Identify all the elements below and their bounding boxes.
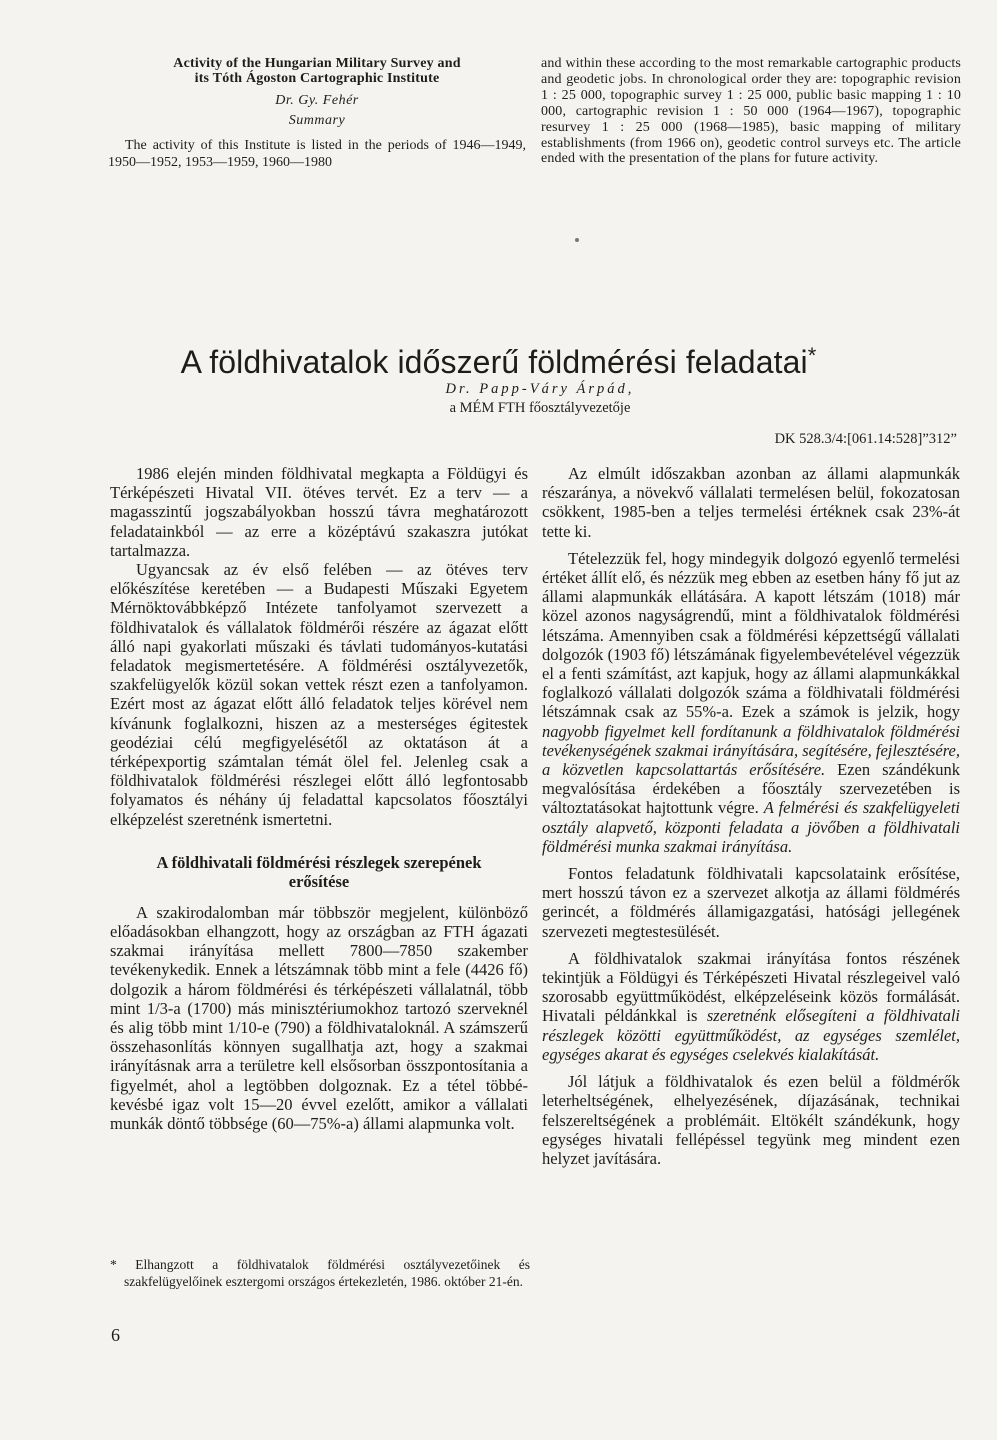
right-column — [542, 464, 960, 1168]
text-run: Tételezzük fel, hogy mindegyik dolgozó egyenlő termelési értéket állít elő, és nézzük meg ebben az esetben hány fő jut az állami alapmunkák ellátására. A kapott létszám (1018) már közel azonos nagyságrendű, mint a földhivatalok földmérési létszáma. Amennyiben csak a földmérési képzettségű vállalati dolgozók (1903 fő) létszámának figyelembevételével végezzük el a fenti számítást, azt kapjuk, hogy az állami alapmunkákkal foglalkozó vállalati dolgozók száma a földhivatali földmérési létszámnak csak az 55%-a. Ezek a számok is jelzik, hogy — [542, 548, 960, 722]
text-run: Ezen szándékunk megvalósítása érdekében a főosztály szervezetében is változtatásokat hajtottunk végre. — [542, 760, 960, 818]
left-column — [110, 464, 528, 1133]
article-title-text: A földhivatalok időszerű földmérési feladatai — [180, 344, 808, 380]
emphasis: szeretnénk elősegíteni a földhivatali részlegek közötti együttműködést, az egységes szemlélet, egységes akarat és egységes cselekvés kialakítását. — [542, 1006, 961, 1064]
byline — [410, 380, 670, 418]
paragraph: Fontos feladatunk földhivatali kapcsolataink erősítése, mert hosszú távon ez a szervezet alkotja az állami földmérés gerincét, a földmérés államigazgatási, hatósági jellegének szervezeti megtestesülését. — [542, 864, 960, 941]
paragraph: Ugyancsak az év első felében — az ötéves terv előkészítése keretében — a Budapesti Műszaki Egyetem Mérnöktovábbképző Intézete tanfolyamot szervezett a földhivatalok és vállalatok földmérői részére az ágazat előtt álló napi gyakorlati műszaki és távlati tudományos-kutatási feladatok megismertetésére. A földmérési osztályvezetők, szakfelügyelők közül sokan vettek részt ezen a tanfolyamon. Ezért most az ágazat előtt álló feladatok teljes körével nem kívánunk foglalkozni, hiszen az a mesterséges égitestek geodéziai célú megfigyelésétől az oktatáson át a térképexportig számtalan témát ölel fel. Jelenleg csak a földhivatalok földmérési részlegei előtt álló legfontosabb folyamatos és néhány új feladattal kapcsolatos főosztályi elképzelést szeretnénk ismertetni. — [110, 560, 528, 829]
print-speck — [575, 238, 579, 242]
paragraph — [542, 949, 960, 1064]
author-name: Dr. Papp-Váry Árpád, — [445, 381, 635, 397]
paragraph: Az elmúlt időszakban azonban az állami alapmunkák részaránya, a növekvő vállalati termelésen belül, fokozatosan csökkent, 1985-ben a teljes termelési értéknek csak 23%-át tette ki. — [542, 464, 960, 541]
article-title — [0, 343, 997, 381]
summary-title-line: Activity of the Hungarian Military Survey and — [173, 56, 461, 71]
text-run: A földhivatalok szakmai irányítása fontos részének tekintjük a Földügyi és Térképészeti Hivatal részlegeivel való szorosabb együttműködést, elképzeléseink közös formálását. Hivatali példánkkal is — [542, 948, 960, 1026]
emphasis: nagyobb figyelmet kell fordítanunk a földhivatalok földmérési tevékenységének szakmai irányítására, segítésére, fejlesztésére, a közvetlen kapcsolattartás erősítésére. — [542, 721, 961, 780]
paragraph: 1986 elején minden földhivatal megkapta a Földügyi és Térképészeti Hivatal VII. ötéves tervét. Ez a terv — a magasszintű jogszabályokban hosszú távra meghatározott feladatainkból — az erre a középtávú szakaszra jutókat tartalmazza. — [110, 464, 528, 560]
author-role: a MÉM FTH főosztályvezetője — [449, 400, 631, 416]
paragraph — [542, 549, 960, 856]
summary-title — [108, 56, 526, 86]
paragraph: Jól látjuk a földhivatalok és ezen belül a földmérők leterheltségének, elhelyezésének, díjazásának, technikai felszereltségének a problémáit. Eltökélt szándékunk, hogy egységes hivatali fellépéssel tegyünk meg mindent ezen helyzet javítására. — [542, 1072, 960, 1168]
udc-code: DK 528.3/4:[061.14:528]”312” — [774, 431, 957, 447]
summary-author: Dr. Gy. Fehér — [275, 93, 359, 108]
paragraph: A szakirodalomban már többször megjelent, különböző előadásokban elhangzott, hogy az országban az FTH ágazati szakmai irányítása mellett 7800—7850 szakember tevékenykedik. Ennek a létszámnak több mint a fele (4426 fő) dolgozik a három földmérési és térképészeti vállalatnál, több mint 1/3-a (1700) más minisztériumokhoz tartozó szerveknél és alig több mint 1/10-e (790) a földhivataloknál. A számszerű összehasonlítás könnyen sugallhatja azt, hogy a szakmai irányításnak arra a területre kell elsősorban összpontosítania a figyelmét, ahol a legtöbben dolgoznak. Ez a tétel többé-kevésbé igaz volt 15—20 évvel ezelőtt, amikor a vállalati munkák döntő többsége (60—75%-a) állami alapmunka volt. — [110, 902, 528, 1134]
emphasis: A felmérési és szakfelügyeleti osztály alapvető, központi feladata a jövőben a földhivatali földmérési munka szakmai irányítása. — [542, 798, 960, 856]
summary-text-left: The activity of this Institute is listed in the periods of 1946—1949, 1950—1952, 1953—1959, 1960—1980 — [108, 138, 526, 170]
summary-label: Summary — [288, 113, 346, 128]
section-heading-line: erősítése — [288, 871, 350, 891]
summary-text-right: and within these according to the most remarkable cartographic products and geodetic jobs. In chronological order they are: topographic revision 1 : 25 000, topographic survey 1 : 25 000, public basic mapping 1 : 10 000, cartographic revision 1 : 50 000 (1964—1967), topographic resurvey 1 : 25 000 (1968—1985), basic mapping of military establishments (from 1966 on), geodetic control surveys etc. The article ended with the presentation of the plans for future activity. — [541, 56, 961, 167]
summary-title-line: its Tóth Ágoston Cartographic Institute — [194, 71, 440, 86]
footnote — [110, 1257, 530, 1290]
section-heading — [110, 853, 528, 891]
footnote-text: * Elhangzott a földhivatalok földmérési osztályvezetőinek és szakfelügyelőinek esztergomi országos értekezletén, 1986. október 21-én. — [110, 1257, 530, 1289]
page-number: 6 — [111, 1325, 120, 1345]
title-footnote-mark: * — [807, 343, 817, 368]
summary-block — [108, 56, 526, 171]
section-heading-line: A földhivatali földmérési részlegek szerepének — [156, 852, 482, 872]
